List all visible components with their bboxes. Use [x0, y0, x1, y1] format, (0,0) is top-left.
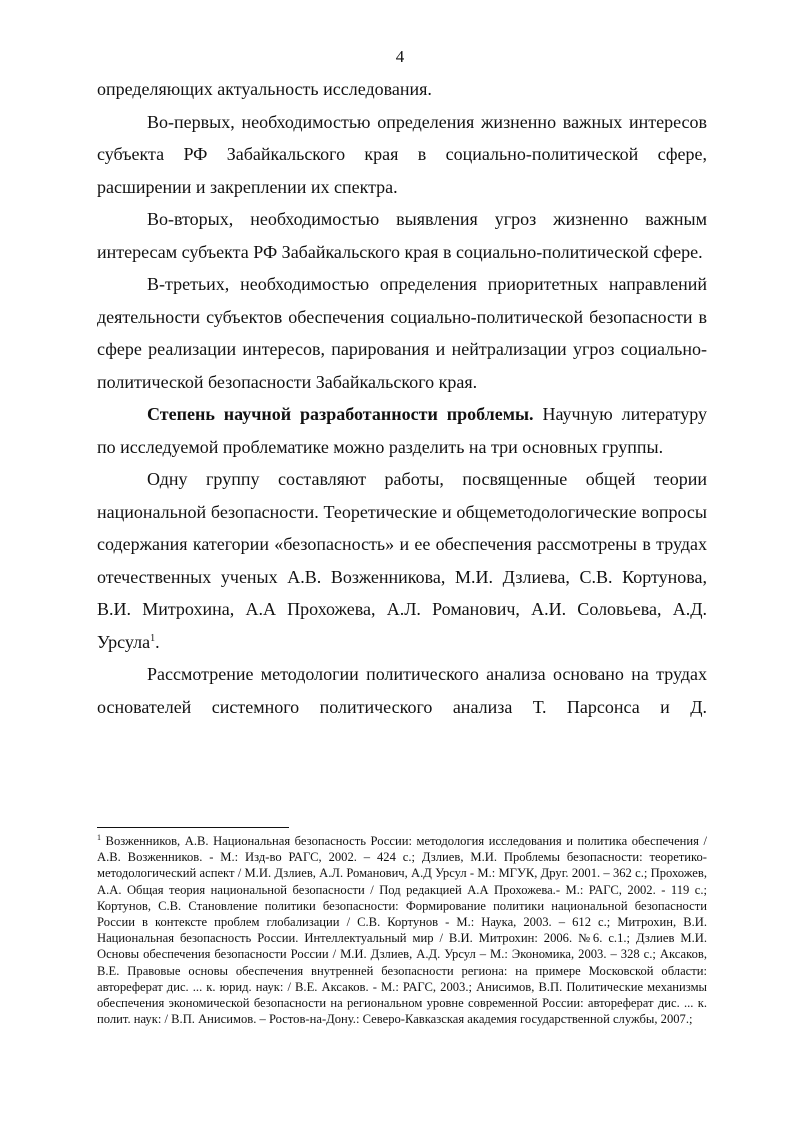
- paragraph-text: Рассмотрение методологии политического анализа основано на трудах основателей системного политического анализа Т. Парсонса и Д.: [97, 664, 707, 717]
- paragraph-first-group: [97, 463, 707, 658]
- paragraph-text: определяющих актуальность исследования.: [97, 79, 432, 99]
- paragraph-text: Во-вторых, необходимостью выявления угроз жизненно важным интересам субъекта РФ Забайкальского края в социально-политической сфере.: [97, 209, 707, 262]
- paragraph-second: [97, 203, 707, 268]
- footnote-reference[interactable]: 1: [150, 632, 156, 644]
- paragraph-text: Одну группу составляют работы, посвященные общей теории национальной безопасности. Теоретические и общеметодологические вопросы содержания категории «безопасность» и ее обеспечения рассмотрены в трудах отечественных ученых А.В. Возженникова, М.И. Дзлиева, С.В. Кортунова, В.И. Митрохина, А.А Прохожева, А.Л. Романович, А.И. Соловьева, А.Д. Урсула: [97, 469, 707, 652]
- section-heading: Степень научной разработанности проблемы.: [147, 404, 534, 424]
- paragraph-continuation: [97, 73, 707, 106]
- footnote: [97, 833, 707, 1027]
- body-text: [97, 73, 707, 723]
- paragraph-text: Во-первых, необходимостью определения жизненно важных интересов субъекта РФ Забайкальского края в социально-политической сфере, расширении и закреплении их спектра.: [97, 111, 707, 197]
- paragraph-text-end: .: [155, 631, 160, 652]
- paragraph-research-degree: [97, 398, 707, 463]
- paragraph-text: В-третьих, необходимостью определения приоритетных направлений деятельности субъектов обеспечения социально-политической безопасности в сфере реализации интересов, парирования и нейтрализации угроз социально-политической безопасности Забайкальского края.: [97, 274, 707, 392]
- paragraph-third: [97, 268, 707, 398]
- paragraph-methodology: [97, 658, 707, 723]
- footnote-marker: 1: [97, 832, 101, 842]
- footnote-divider: [97, 827, 289, 828]
- paragraph-first: [97, 106, 707, 204]
- footnote-text: Возженников, А.В. Национальная безопасность России: методология исследования и политика обеспечения / А.В. Возженников. - М.: Изд-во РАГС, 2002. – 424 с.; Дзлиев, М.И. Проблемы безопасности: теоретико-методологический аспект / М.И. Дзлиев, А.Л. Романович, А.Д Урсул - М.: МГУК, Друг. 2001. – 362 с.; Прохожев, А.А. Общая теория национальной безопасности / Под редакцией А.А Прохожева.- М.: РАГС, 2002. - 119 с.; Кортунов, С.В. Становление политики безопасности: Формирование политики национальной безопасности России в контексте проблем глобализации / С.В. Кортунов - М.: Наука, 2003. – 612 с.; Митрохин, В.И. Национальная безопасность России. Интеллектуальный мир / В.И. Митрохин: 2006. №6. с.1.; Дзлиев М.И. Основы обеспечения безопасности России / М.И. Дзлиев, А.Д. Урсул – М.: Экономика, 2003. – 328 с.; Аксаков, В.Е. Правовые основы обеспечения внутренней безопасности региона: на примере Московской области: автореферат дис. ... к. юрид. наук: / В.Е. Аксаков. - М.: РАГС, 2003.; Анисимов, В.П. Политические механизмы обеспечения экономической безопасности на региональном уровне современной России: автореферат дис. ... к. полит. наук: / В.П. Анисимов. – Ростов-на-Дону.: Северо-Кавказская академия государственной службы, 2007.;: [97, 834, 707, 1027]
- paragraph-text: Научную литературу по исследуемой проблематике можно разделить на три основных группы.: [97, 404, 707, 457]
- page-number: 4: [395, 47, 405, 66]
